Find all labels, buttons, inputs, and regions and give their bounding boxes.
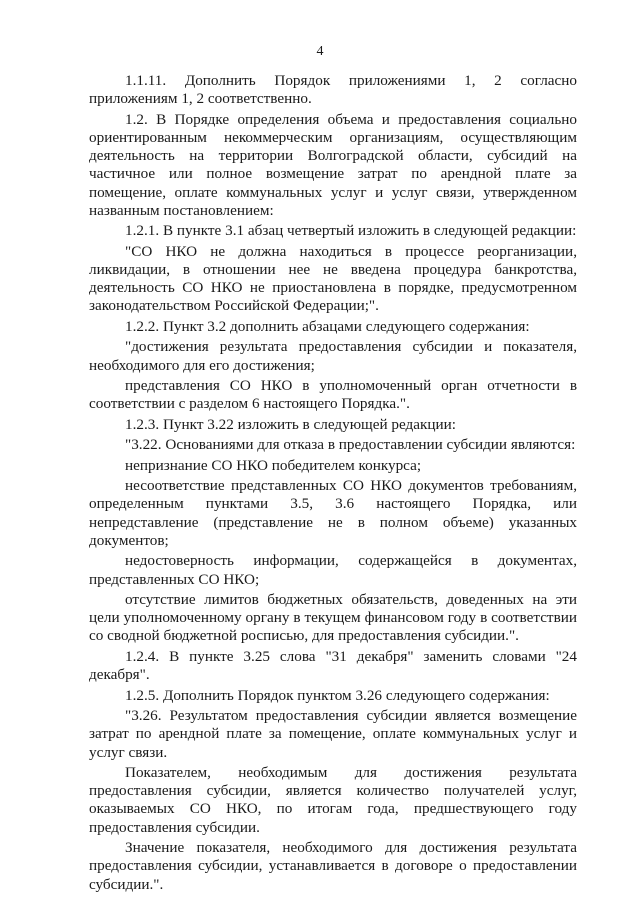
paragraph-1-1-11: 1.1.11. Дополнить Порядок приложениями 1, 2 согласно приложениям 1, 2 соответственно.: [89, 72, 577, 108]
document-body: [89, 72, 577, 896]
paragraph-1-2-3: 1.2.3. Пункт 3.22 изложить в следующей редакции:: [125, 415, 456, 433]
paragraph-reporting: представления СО НКО в уполномоченный орган отчетности в соответствии с разделом 6 настоящего Порядка.".: [89, 377, 577, 413]
paragraph-documents-mismatch: несоответствие представленных СО НКО документов требованиям, определенным пунктами 3.5, 3.6 настоящего Порядка, или непредставление (представление не в полном объеме) указанных документов;: [89, 477, 577, 549]
paragraph-indicator-value: Значение показателя, необходимого для достижения результата предоставления субсидии, устанавливается в договоре о предоставлении субсидии.".: [89, 839, 577, 893]
paragraph-1-2-1: 1.2.1. В пункте 3.1 абзац четвертый изложить в следующей редакции:: [125, 222, 577, 240]
paragraph-1-2-5: 1.2.5. Дополнить Порядок пунктом 3.26 следующего содержания:: [125, 686, 550, 704]
paragraph-1-2-2: 1.2.2. Пункт 3.2 дополнить абзацами следующего содержания:: [125, 317, 530, 335]
page-number: 4: [316, 44, 324, 59]
paragraph-not-winner: непризнание СО НКО победителем конкурса;: [125, 456, 422, 474]
paragraph-1-2-4: 1.2.4. В пункте 3.25 слова "31 декабря" заменить словами "24 декабря".: [89, 647, 577, 684]
paragraph-1-2: 1.2. В Порядке определения объема и предоставления социально ориентированным некоммерческим организациям, осуществляющим деятельность на территории Волгоградской области, субсидий на частичное или полное возмещение затрат по арендной плате за помещение, оплате коммунальных услуг и услуг связи, утвержденном названным постановлением:: [89, 110, 577, 219]
paragraph-no-budget-limits: отсутствие лимитов бюджетных обязательств, доведенных на эти цели уполномоченному органу в текущем финансовом году в соответствии со сводной бюджетной росписью, для предоставления субсидии.".: [89, 591, 577, 645]
paragraph-indicator: Показателем, необходимым для достижения результата предоставления субсидии, является количество получателей услуг, оказываемых СО НКО, по итогам года, предшествующего году предоставления субсидии.: [89, 764, 577, 836]
paragraph-unreliable-info: недостоверность информации, содержащейся в документах, представленных СО НКО;: [89, 552, 577, 588]
paragraph-3-26: "3.26. Результатом предоставления субсидии является возмещение затрат по арендной плате за помещение, оплате коммунальных услуг и услуг связи.: [89, 707, 577, 761]
paragraph-3-22: "3.22. Основаниями для отказа в предоставлении субсидии являются:: [125, 436, 576, 454]
paragraph-quote-result-achievement: "достижения результата предоставления субсидии и показателя, необходимого для его достижения;: [89, 338, 577, 374]
paragraph-quote-sonko-reorganization: "СО НКО не должна находиться в процессе реорганизации, ликвидации, в отношении нее не введена процедура банкротства, деятельность СО НКО не приостановлена в порядке, предусмотренном законодательством Российской Федерации;".: [89, 242, 577, 315]
